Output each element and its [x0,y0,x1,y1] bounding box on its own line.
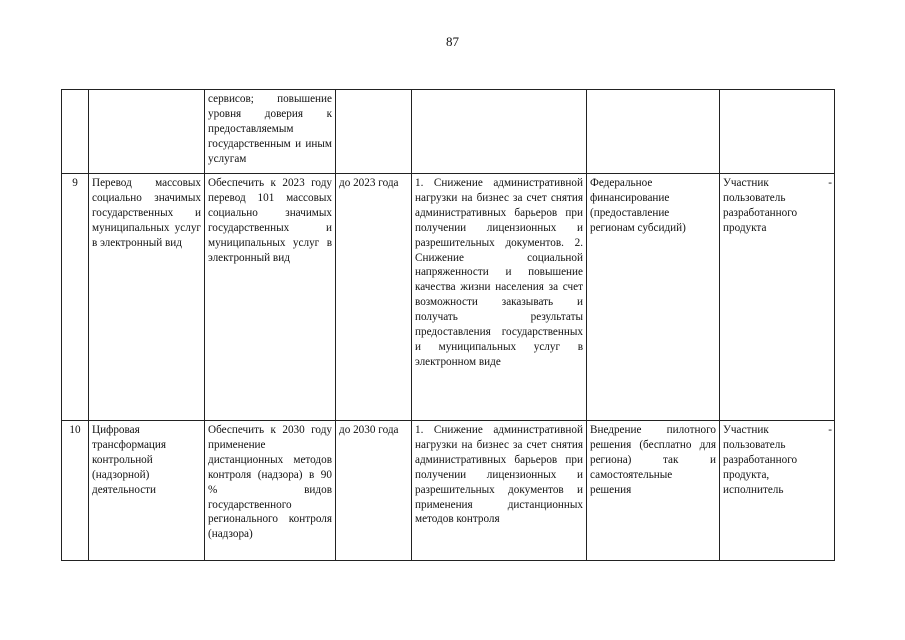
deadline-cell: до 2023 года [336,174,412,421]
table-row [62,174,835,421]
measure-name-cell: Цифровая трансформация контрольной (надзорной) деятельности [89,421,205,561]
participant-cell [720,90,835,174]
table-row [62,421,835,561]
financing-cell: Внедрение пилотного решения (бесплатно для региона) так и самостоятельные решения [587,421,720,561]
financing-cell: Федеральное финансирование (предоставление регионам субсидий) [587,174,720,421]
table-row [62,90,835,174]
measure-name-cell [89,90,205,174]
goal-cell: Обеспечить к 2030 году применение дистанционных методов контроля (надзора) в 90 % видов государственного регионального контроля (надзора) [205,421,336,561]
row-number-cell [62,90,89,174]
goal-cell: сервисов; повышение уровня доверия к предоставляемым государственным и иным услугам [205,90,336,174]
deadline-cell [336,90,412,174]
participant-cell [720,174,835,421]
effect-cell: 1. Снижение административной нагрузки на бизнес за счет снятия административных барьеров при получении лицензионных и разрешительных документов. 2. Снижение социальной напряженности и повышение качества жизни населения за счет возможности заказывать и получать результаты предоставления государственных и муниципальных услуг в электронном виде [412,174,587,421]
participant-cell [720,421,835,561]
dash-mark: - [828,177,832,189]
row-number-cell: 10 [62,421,89,561]
goal-cell: Обеспечить к 2023 году перевод 101 массовых социально значимых государственных и муниципальных услуг в электронный вид [205,174,336,421]
row-number-cell: 9 [62,174,89,421]
dash-mark: - [828,424,832,436]
page-number: 87 [446,34,459,49]
participant-text: Участник пользователь разработанного продукта, исполнитель [723,424,798,496]
measures-table [61,89,835,561]
financing-cell [587,90,720,174]
effect-cell [412,90,587,174]
participant-text: Участник пользователь разработанного продукта [723,177,798,234]
deadline-cell: до 2030 года [336,421,412,561]
measure-name-cell: Перевод массовых социально значимых государственных и муниципальных услуг в электронный вид [89,174,205,421]
effect-cell: 1. Снижение административной нагрузки на бизнес за счет снятия административных барьеров при получении лицензионных и разрешительных документов и применения дистанционных методов контроля [412,421,587,561]
